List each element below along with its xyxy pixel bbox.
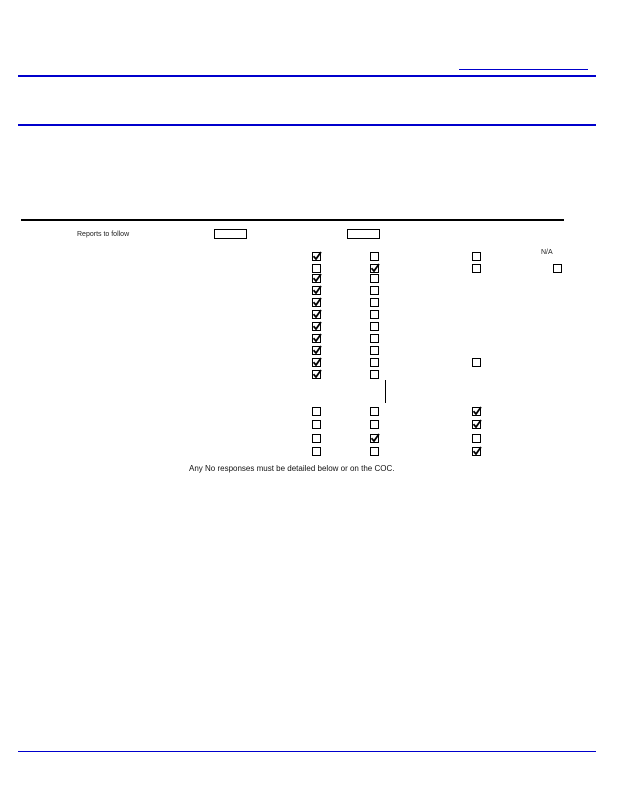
na-label: N/A	[541, 249, 553, 256]
checkmark-icon	[312, 309, 322, 319]
checkmark-icon	[472, 419, 482, 429]
section-divider	[21, 219, 564, 221]
checkmark-icon	[312, 297, 322, 307]
checkbox[interactable]	[370, 310, 379, 319]
footer-rule	[18, 751, 596, 752]
checkbox[interactable]	[370, 252, 379, 261]
checkbox-checked[interactable]	[312, 298, 321, 307]
checkbox-checked[interactable]	[472, 447, 481, 456]
checkbox[interactable]	[370, 358, 379, 367]
group-separator	[385, 380, 386, 403]
checkbox[interactable]	[472, 434, 481, 443]
checkbox[interactable]	[370, 334, 379, 343]
checkbox[interactable]	[312, 264, 321, 273]
checkmark-icon	[312, 333, 322, 343]
checkbox[interactable]	[370, 420, 379, 429]
checkbox[interactable]	[370, 286, 379, 295]
checkmark-icon	[312, 369, 322, 379]
checkbox-checked[interactable]	[370, 434, 379, 443]
checkmark-icon	[312, 321, 322, 331]
checkbox-checked[interactable]	[312, 322, 321, 331]
checkbox-checked[interactable]	[472, 407, 481, 416]
checkbox-checked[interactable]	[312, 370, 321, 379]
header-bottom-rule	[18, 124, 596, 126]
checkbox[interactable]	[553, 264, 562, 273]
checkbox-checked[interactable]	[312, 346, 321, 355]
checkbox-checked[interactable]	[312, 274, 321, 283]
checkbox[interactable]	[312, 407, 321, 416]
checkbox-checked[interactable]	[312, 286, 321, 295]
checkmark-icon	[472, 446, 482, 456]
checkmark-icon	[312, 251, 322, 261]
checkbox[interactable]	[370, 407, 379, 416]
coc-note: Any No responses must be detailed below or on the COC.	[189, 464, 395, 473]
checkmark-icon	[312, 273, 322, 283]
checkbox[interactable]	[472, 358, 481, 367]
header-link-underline[interactable]	[459, 69, 588, 70]
checkbox-checked[interactable]	[312, 334, 321, 343]
checkmark-icon	[370, 433, 380, 443]
checkbox[interactable]	[370, 322, 379, 331]
checkbox[interactable]	[370, 370, 379, 379]
checkbox-checked[interactable]	[312, 310, 321, 319]
header-top-rule	[18, 75, 596, 77]
checkbox[interactable]	[312, 434, 321, 443]
checkbox-checked[interactable]	[472, 420, 481, 429]
checkmark-icon	[312, 357, 322, 367]
reports-field-a[interactable]	[214, 229, 247, 239]
reports-field-b[interactable]	[347, 229, 380, 239]
checkmark-icon	[312, 285, 322, 295]
checkbox[interactable]	[472, 252, 481, 261]
checkmark-icon	[312, 345, 322, 355]
checkbox-checked[interactable]	[312, 252, 321, 261]
checkbox[interactable]	[370, 346, 379, 355]
checkbox[interactable]	[312, 447, 321, 456]
checkbox-checked[interactable]	[370, 264, 379, 273]
checkbox[interactable]	[472, 264, 481, 273]
reports-to-follow-label: Reports to follow	[77, 231, 130, 238]
checkmark-icon	[472, 406, 482, 416]
checkbox[interactable]	[370, 298, 379, 307]
checkbox[interactable]	[370, 447, 379, 456]
checkbox-checked[interactable]	[312, 358, 321, 367]
checkmark-icon	[370, 263, 380, 273]
checkbox[interactable]	[312, 420, 321, 429]
checkbox[interactable]	[370, 274, 379, 283]
